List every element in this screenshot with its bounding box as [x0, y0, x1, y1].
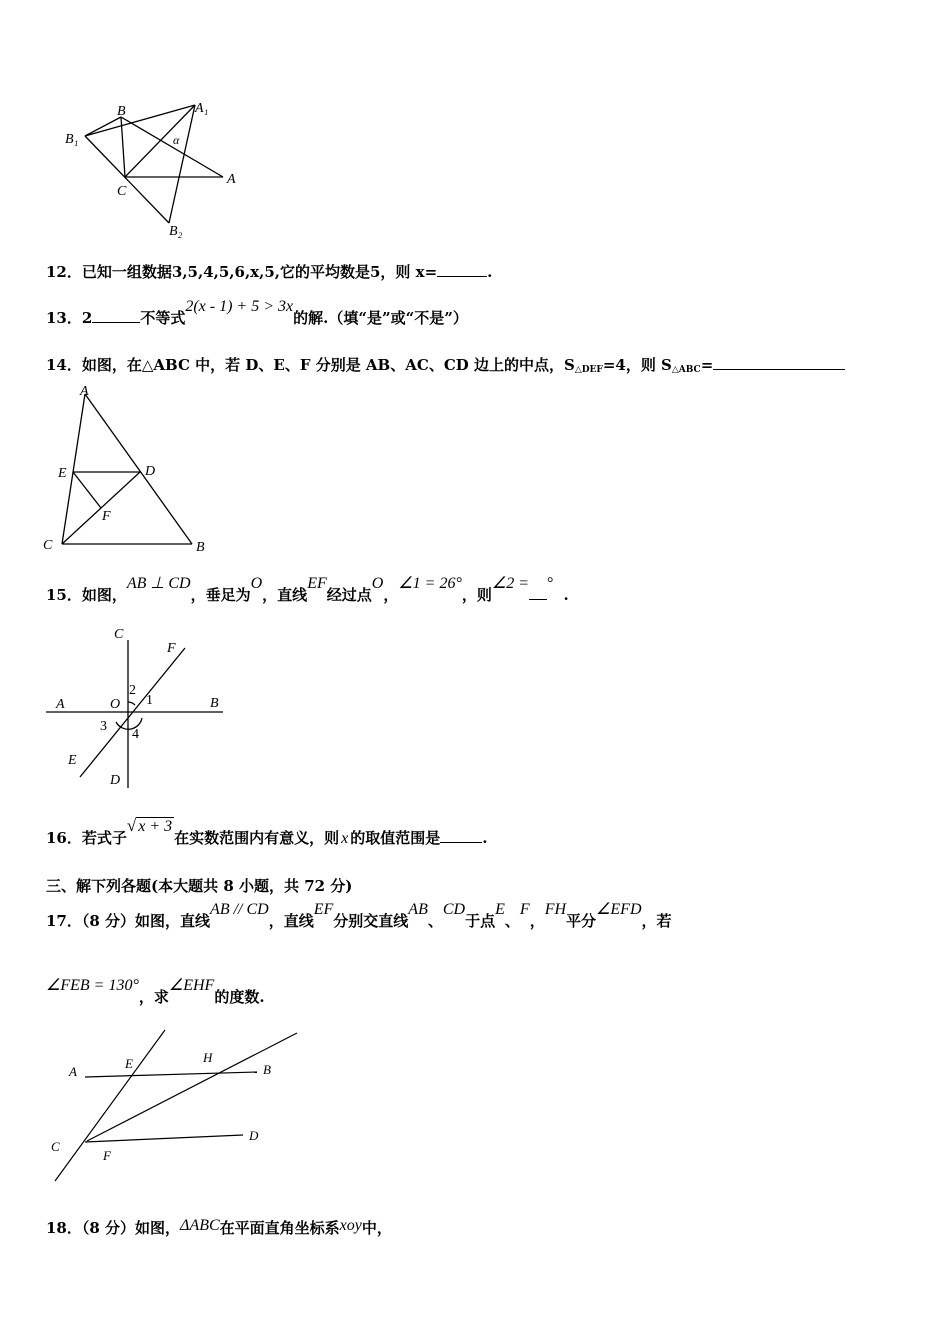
q17-number: 17．（8 分）如图，直线 — [46, 912, 211, 930]
fig15-label-1: 1 — [146, 693, 153, 708]
q15-expr-angle2: ∠2 = — [491, 575, 530, 592]
q17-expr-angle-feb: ∠FEB = 130° — [46, 977, 139, 994]
fig15-label-a: A — [56, 697, 65, 712]
fig17-label-b: B — [263, 1062, 271, 1077]
q17-text-7: 平分 — [566, 912, 597, 930]
q13-end: 的解.（填“是”或“不是”） — [293, 309, 468, 327]
fig11-label-b2: B₂ — [169, 224, 183, 239]
q17-expr-e: E — [495, 901, 505, 918]
fig14-label-d: D — [145, 464, 156, 479]
q13-number: 13．2 — [46, 309, 93, 327]
fig17-label-c: C — [51, 1139, 60, 1154]
fig15-label-c: C — [114, 627, 124, 642]
q14-mid: =4，则 S — [602, 356, 672, 374]
q16-end: . — [482, 829, 488, 847]
q12-text: 已知一组数据3,5,4,5,6,x,5,它的平均数是5，则 x= — [81, 263, 438, 281]
question-13 — [46, 298, 468, 329]
q17-expr-ab-par-cd: AB // CD — [210, 901, 269, 918]
q12-end: . — [487, 263, 493, 281]
section-3-title: 三、解下列各题(本大题共 8 小题，共 72 分) — [46, 877, 353, 895]
q17-text-8: ，若 — [641, 912, 672, 930]
q14-text: 如图，在△ABC 中，若 D、E、F 分别是 AB、AC、CD 边上的中点，S — [81, 356, 575, 374]
q15-expr-ef: EF — [307, 575, 327, 592]
fig15-label-b: B — [210, 696, 219, 711]
q14-end: = — [700, 356, 714, 374]
q16-radicand: x + 3 — [138, 818, 173, 835]
q16-radical: √ x + 3 — [126, 816, 173, 835]
fig11-label-b: B — [117, 104, 126, 119]
q15-text-3: 经过点 — [326, 586, 372, 604]
q18-number: 18．（8 分）如图， — [46, 1219, 181, 1237]
question-12 — [46, 262, 492, 282]
q15-expr-angle1: ∠1 = 26° — [398, 575, 462, 592]
q15-blank[interactable] — [529, 585, 547, 600]
fig17-label-a: A — [69, 1064, 77, 1079]
q18-text-1: 在平面直角坐标系 — [219, 1219, 340, 1237]
fig17-label-d: D — [249, 1128, 259, 1143]
question-15 — [46, 575, 569, 606]
q17-text-9: ，求 — [138, 988, 169, 1006]
q15-expr-o2: O — [371, 575, 384, 592]
q12-number: 12． — [46, 263, 82, 281]
q17-expr-angle-efd: ∠EFD — [596, 901, 642, 918]
fig14-label-f: F — [102, 509, 111, 524]
fig14-label-a: A — [80, 384, 89, 399]
q17-text-3: 、 — [427, 912, 443, 930]
figure-q17 — [45, 1025, 305, 1185]
q17-expr-cd: CD — [442, 901, 466, 918]
question-17-line-2 — [46, 977, 265, 1008]
q17-expr-f: F — [519, 901, 530, 918]
q18-text-2: 中， — [361, 1219, 392, 1237]
fig17-label-f: F — [103, 1148, 111, 1163]
q17-expr-angle-ehf: ∠EHF — [168, 977, 215, 994]
question-14 — [46, 355, 845, 380]
q16-number: 16．若式子 — [46, 829, 127, 847]
q12-blank[interactable] — [437, 262, 487, 277]
fig14-label-b: B — [196, 540, 205, 555]
fig17-label-h: H — [203, 1050, 213, 1065]
question-18 — [46, 1218, 392, 1239]
q17-text-4: 于点 — [465, 912, 496, 930]
fig11-label-a1: A₁ — [195, 101, 209, 116]
q17-text-5: 、 — [504, 912, 520, 930]
fig11-label-b1: B₁ — [65, 132, 79, 147]
q17-expr-fh: FH — [544, 901, 567, 918]
q16-text: 在实数范围内有意义，则 — [174, 829, 340, 847]
q16-blank[interactable] — [440, 828, 482, 843]
fig15-label-o: O — [110, 697, 121, 712]
q18-expr-xoy: xoy — [339, 1217, 362, 1234]
q15-expr-o: O — [250, 575, 263, 592]
q15-expr-ab-perp-cd: AB ⊥ CD — [126, 575, 191, 592]
q17-text-10: 的度数. — [214, 988, 265, 1006]
q13-mid: 不等式 — [140, 309, 186, 327]
fig15-label-e: E — [68, 753, 77, 768]
q13-inequality: 2(x - 1) + 5 > 3x — [185, 298, 294, 315]
q15-degree: ° — [547, 575, 554, 592]
figure-q11 — [55, 95, 255, 245]
question-17 — [46, 901, 672, 932]
q15-text-5: ，则 — [461, 586, 492, 604]
q15-number: 15．如图， — [46, 586, 127, 604]
q15-text-4: ， — [383, 586, 399, 604]
q14-blank[interactable] — [713, 355, 845, 370]
fig15-label-4: 4 — [132, 727, 139, 742]
q17-text-6: ， — [529, 912, 545, 930]
question-16 — [46, 816, 488, 849]
q17-expr-ef: EF — [313, 901, 334, 918]
fig11-label-a: A — [227, 172, 236, 187]
q13-blank[interactable] — [92, 308, 140, 323]
fig14-label-e: E — [58, 466, 67, 481]
fig11-label-alpha: α — [173, 133, 180, 147]
q15-text-1: ，垂足为 — [190, 586, 251, 604]
q14-number: 14． — [46, 356, 82, 374]
q17-expr-ab: AB — [408, 901, 428, 918]
q16-mid: 的取值范围是 — [350, 829, 441, 847]
q15-text-2: ，直线 — [262, 586, 308, 604]
figure-q14 — [40, 382, 220, 557]
fig17-label-e: E — [125, 1056, 133, 1071]
q17-text-1: ，直线 — [268, 912, 314, 930]
fig15-label-2: 2 — [129, 683, 136, 698]
figure-q15 — [40, 622, 230, 792]
fig15-label-f: F — [167, 641, 176, 656]
fig15-label-d: D — [110, 773, 121, 788]
q17-text-2: 分别交直线 — [333, 912, 409, 930]
fig14-label-c: C — [43, 538, 53, 553]
q16-var-x: x — [341, 830, 349, 847]
fig15-label-3: 3 — [100, 719, 107, 734]
q14-sub-def: △DEF — [574, 365, 603, 375]
q14-sub-abc: △ABC — [671, 365, 701, 375]
q15-end: . — [563, 586, 569, 604]
fig11-label-c: C — [117, 184, 127, 199]
q18-expr-triangle: ΔABC — [180, 1217, 220, 1234]
